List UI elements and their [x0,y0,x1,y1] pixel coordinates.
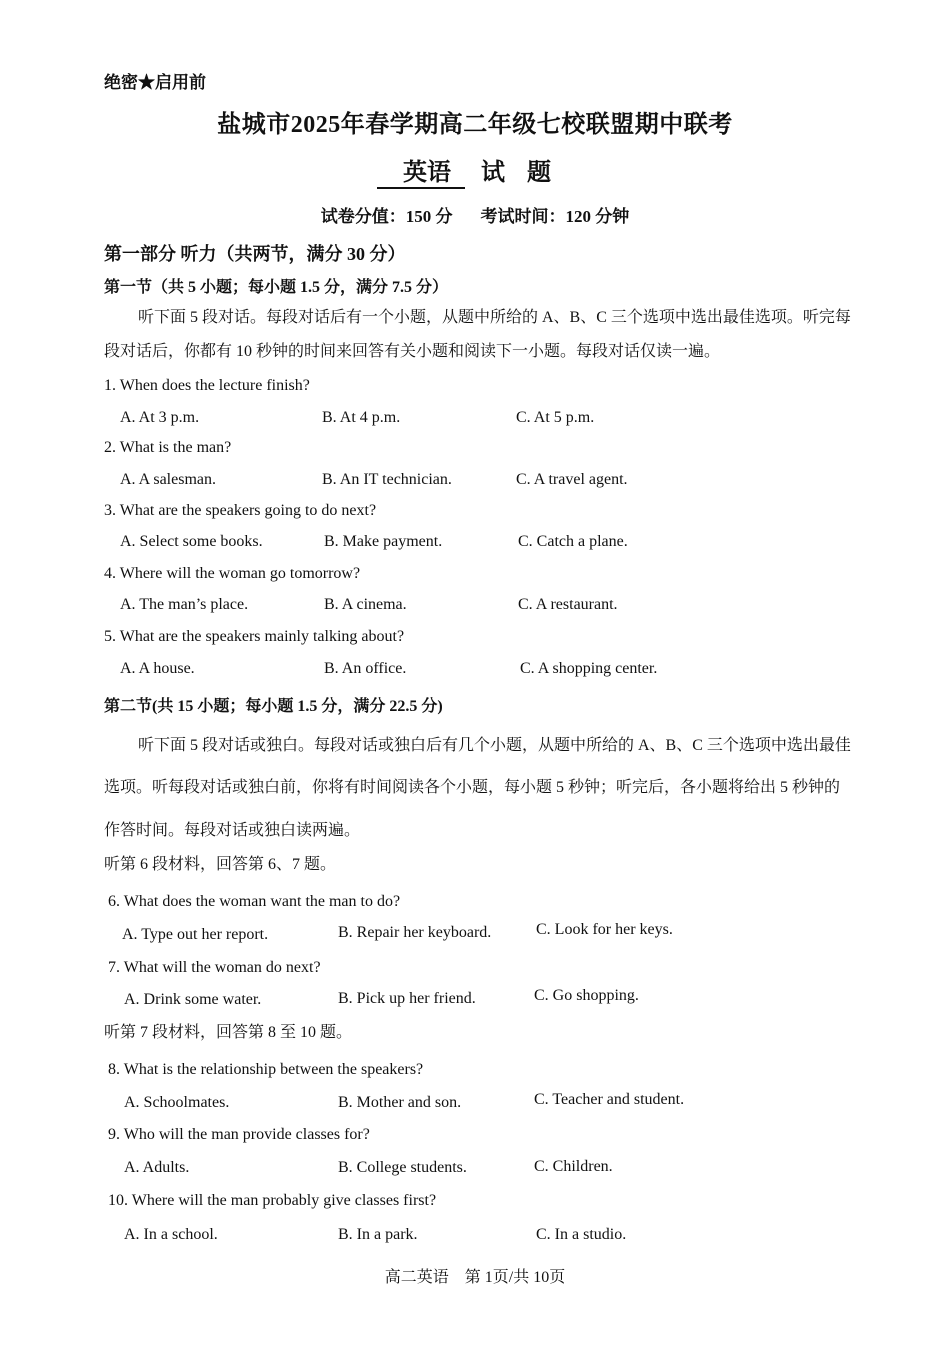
section2-instructions-line1: 听下面 5 段对话或独白。每段对话或独白后有几个小题，从题中所给的 A、B、C 三个选项中选出最佳 [138,737,851,754]
secret-label: 绝密★启用前 [104,73,206,92]
q2-option-a: A. A salesman. [120,471,216,488]
question-1: 1. When does the lecture finish? [104,377,310,394]
question-3: 3. What are the speakers going to do next? [104,502,377,519]
part1-title: 第一部分 听力（共两节，满分 30 分） [104,244,406,264]
q7-option-c: C. Go shopping. [534,987,639,1004]
q9-option-a: A. Adults. [124,1159,190,1176]
q1-option-c: C. At 5 p.m. [516,409,595,426]
q9-option-b: B. College students. [338,1159,467,1176]
question-4: 4. Where will the woman go tomorrow? [104,565,361,582]
q5-option-a: A. A house. [120,660,195,677]
score-time-line [0,202,950,227]
question-10: 10. Where will the man probably give classes first? [108,1192,437,1209]
q4-option-c: C. A restaurant. [518,596,618,613]
q8-option-a: A. Schoolmates. [124,1094,230,1111]
q3-option-b: B. Make payment. [324,533,443,550]
q5-option-b: B. An office. [324,660,407,677]
q2-option-c: C. A travel agent. [516,471,628,488]
score-label: 试卷分值：150 分 [320,207,453,226]
section2-instructions-line3: 作答时间。每段对话或独白读两遍。 [104,822,361,839]
q8-option-b: B. Mother and son. [338,1094,462,1111]
question-2: 2. What is the man? [104,439,232,456]
section2-instructions-line2: 选项。听每段对话或独白前，你将有时间阅读各个小题，每小题 5 秒钟；听完后，各小题将给出 5 秒钟的 [104,779,841,796]
q10-option-a: A. In a school. [124,1226,218,1243]
material-7-label: 听第 7 段材料，回答第 8 至 10 题。 [104,1024,353,1041]
q1-option-b: B. At 4 p.m. [322,409,401,426]
exam-title: 盐城市2025年春学期高二年级七校联盟期中联考 [217,112,733,138]
subject-name: 英语 [377,152,465,189]
page-footer: 高二英语 第 1页/共 10页 [384,1269,566,1286]
q7-option-a: A. Drink some water. [124,991,262,1008]
q8-option-c: C. Teacher and student. [534,1091,685,1108]
material-6-label: 听第 6 段材料，回答第 6、7 题。 [104,856,337,873]
q1-option-a: A. At 3 p.m. [120,409,200,426]
question-5: 5. What are the speakers mainly talking about? [104,628,405,645]
q10-option-c: C. In a studio. [536,1226,627,1243]
section1-title: 第一节（共 5 小题；每小题 1.5 分，满分 7.5 分） [104,279,449,296]
q9-option-c: C. Children. [534,1158,613,1175]
question-8: 8. What is the relationship between the speakers? [108,1061,424,1078]
question-6: 6. What does the woman want the man to do? [108,893,401,910]
time-label: 考试时间：120 分钟 [480,207,630,226]
section2-title: 第二节(共 15 小题；每小题 1.5 分，满分 22.5 分) [104,698,443,715]
section1-instructions-line2: 段对话后，你都有 10 秒钟的时间来回答有关小题和阅读下一小题。每段对话仅读一遍。 [104,343,721,360]
q7-option-b: B. Pick up her friend. [338,990,476,1007]
q6-option-c: C. Look for her keys. [536,921,673,938]
q5-option-c: C. A shopping center. [520,660,658,677]
q10-option-b: B. In a park. [338,1226,418,1243]
section1-instructions-line1: 听下面 5 段对话。每段对话后有一个小题，从题中所给的 A、B、C 三个选项中选出最佳选项。听完每 [138,309,851,326]
q6-option-a: A. Type out her report. [122,926,269,943]
q4-option-a: A. The man’s place. [120,596,249,613]
q4-option-b: B. A cinema. [324,596,407,613]
test-word: 试题 [481,160,573,186]
subject-heading [0,152,950,189]
question-9: 9. Who will the man provide classes for? [108,1126,370,1143]
q3-option-a: A. Select some books. [120,533,263,550]
q3-option-c: C. Catch a plane. [518,533,628,550]
q6-option-b: B. Repair her keyboard. [338,924,492,941]
q2-option-b: B. An IT technician. [322,471,452,488]
question-7: 7. What will the woman do next? [108,959,321,976]
